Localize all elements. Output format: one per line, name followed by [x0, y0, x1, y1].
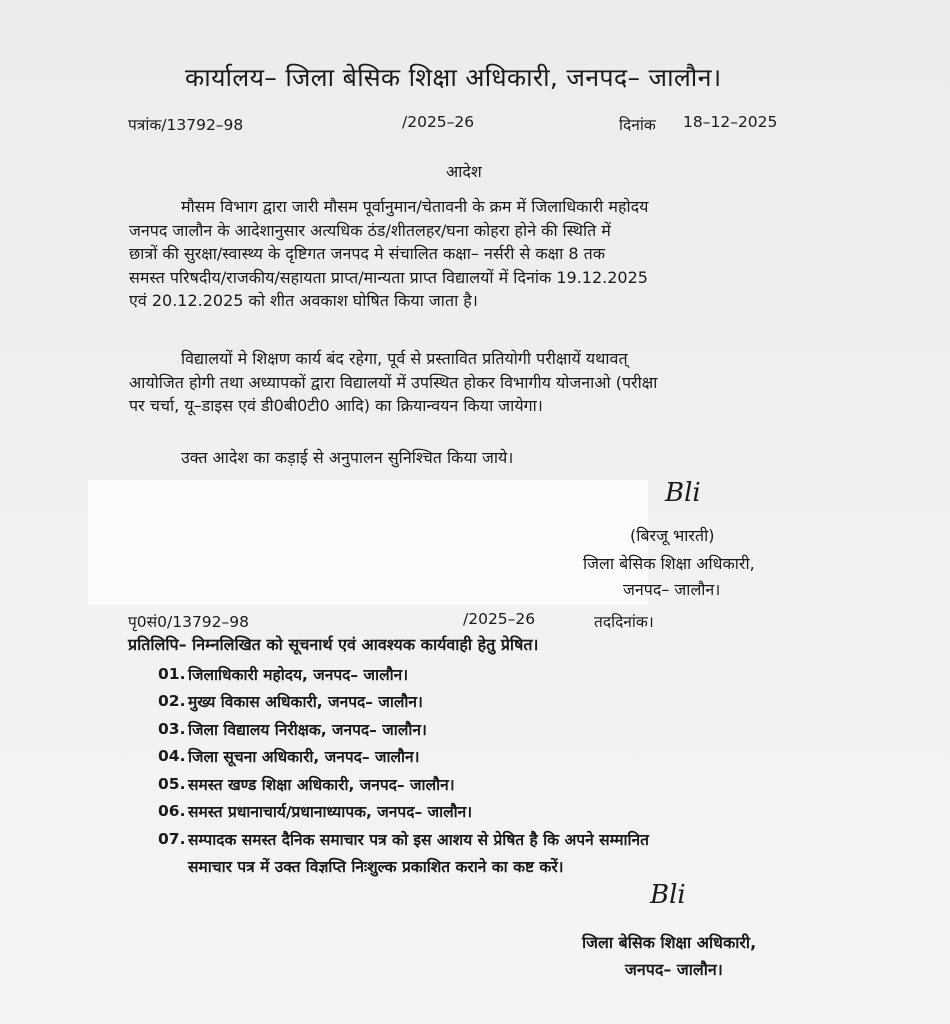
paragraph-line: समस्त परिषदीय/राजकीय/सहायता प्राप्त/मान्यता प्राप्त विद्यालयों में दिनांक 19.12.2025	[129, 267, 648, 287]
paragraph-line: विद्यालयों मे शिक्षण कार्य बंद रहेगा, पूर्व से प्रस्तावित प्रतियोगी परीक्षायें यथावत्	[181, 349, 628, 368]
session-year: /2025–26	[402, 113, 475, 131]
officer-designation: जिला बेसिक शिक्षा अधिकारी,	[583, 554, 755, 573]
list-item: 06. समस्त प्रधानाचार्य/प्रधानाध्यापक, जनपद– जालौन।	[158, 802, 473, 822]
list-item: 03. जिला विद्यालय निरीक्षक, जनपद– जालौन।	[158, 719, 427, 739]
list-item-continuation: समाचार पत्र में उक्त विज्ञप्ति निःशुल्क प्रकाशित कराने का कष्ट करें।	[188, 857, 564, 876]
paragraph-line: एवं 20.12.2025 को शीत अवकाश घोषित किया जाता है।	[129, 291, 478, 310]
paragraph-line: मौसम विभाग द्वारा जारी मौसम पूर्वानुमान/चेतावनी के क्रम में जिलाधिकारी महोदय	[181, 197, 649, 216]
signature-mark-1: Bli	[665, 478, 701, 508]
officer-district-2: जनपद– जालौन।	[625, 960, 723, 979]
whiteout-patch	[88, 480, 648, 605]
recipient-list	[158, 660, 649, 879]
list-item: 07. सम्पादक समस्त दैनिक समाचार पत्र को इस आशय से प्रेषित है कि अपने सम्मानित	[158, 829, 649, 849]
endorsement-date: तददिनांक।	[594, 613, 654, 631]
paragraph-line: छात्रों की सुरक्षा/स्वास्थ्य के दृष्टिगत जनपद मे संचालित कक्षा– नर्सरी से कक्षा 8 तक	[129, 244, 606, 263]
order-paragraph-2	[129, 347, 819, 418]
officer-name: (बिरजू भारती)	[630, 526, 715, 545]
list-item: 02. मुख्य विकास अधिकारी, जनपद– जालौन।	[158, 692, 423, 712]
paragraph-line: उक्त आदेश का कड़ाई से अनुपालन सुनिश्चित किया जाये।	[181, 448, 514, 467]
paragraph-line: आयोजित होगी तथा अध्यापकों द्वारा विद्यालयों में उपस्थित होकर विभागीय योजनाओ (परीक्षा	[129, 372, 658, 392]
list-item: 05. समस्त खण्ड शिक्षा अधिकारी, जनपद– जालौन।	[158, 774, 455, 794]
endorsement-number: पृ0सं0/13792–98	[128, 613, 250, 631]
office-heading: कार्यालय– जिला बेसिक शिक्षा अधिकारी, जनपद– जालौन।	[185, 63, 722, 92]
list-item: 04. जिला सूचना अधिकारी, जनपद– जालौन।	[158, 747, 420, 767]
letter-number: पत्रांक/13792–98	[128, 116, 244, 134]
order-title: आदेश	[446, 162, 482, 181]
letter-date: 18–12–2025	[683, 113, 778, 131]
list-item: 01. जिलाधिकारी महोदय, जनपद– जालौन।	[158, 664, 409, 684]
date-label: दिनांक	[619, 116, 656, 134]
officer-designation-2: जिला बेसिक शिक्षा अधिकारी,	[582, 933, 757, 952]
endorsement-year: /2025–26	[463, 610, 536, 628]
order-paragraph-3	[129, 446, 819, 470]
copy-to-line: प्रतिलिपि– निम्नलिखित को सूचनार्थ एवं आवश्यक कार्यवाही हेतु प्रेषित।	[128, 635, 539, 654]
officer-district: जनपद– जालौन।	[623, 580, 721, 599]
paragraph-line: पर चर्चा, यू–डाइस एवं डी0बी0टी0 आदि) का क्रियान्वयन किया जायेगा।	[129, 396, 543, 415]
order-paragraph-1	[129, 195, 819, 313]
paragraph-line: जनपद जालौन के आदेशानुसार अत्यधिक ठंड/शीतलहर/घना कोहरा होने की स्थिति में	[129, 220, 611, 240]
signature-mark-2: Bli	[650, 880, 686, 910]
